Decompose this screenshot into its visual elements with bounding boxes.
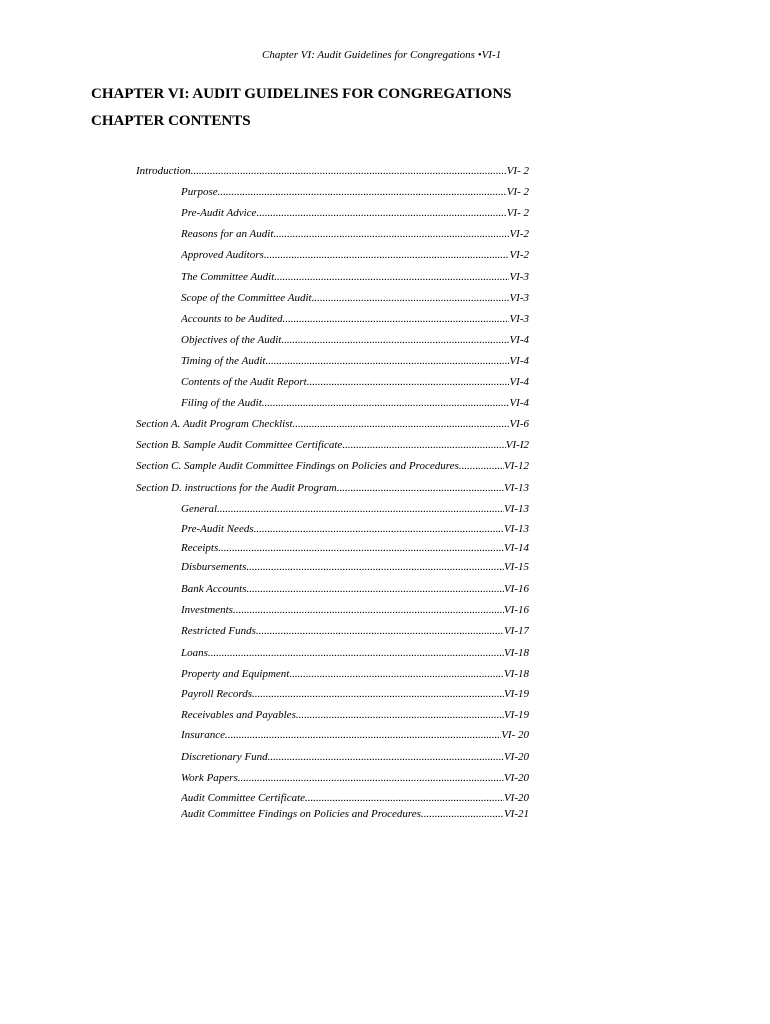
toc-entry-label: Reasons for an Audit (181, 228, 274, 240)
toc-dot-leader (337, 481, 504, 495)
toc-dot-leader (283, 312, 510, 326)
toc-entry (181, 667, 529, 681)
toc-entry-page: VI- 20 (501, 729, 529, 741)
toc-entry-label: Contents of the Audit Report (181, 376, 307, 388)
toc-entry-label: Property and Equipment (181, 668, 290, 680)
toc-entry-label: Objectives of the Audit (181, 334, 282, 346)
toc-dot-leader (296, 708, 504, 722)
toc-entry (136, 438, 529, 452)
toc-entry-label: Filing of the Audit (181, 397, 262, 409)
toc-entry-label: General (181, 503, 218, 515)
toc-dot-leader (312, 291, 510, 305)
toc-entry (181, 582, 529, 596)
toc-entry-page: VI-4 (509, 376, 529, 388)
toc-entry-page: VI-3 (509, 271, 529, 283)
toc-dot-leader (281, 333, 509, 347)
toc-entry-page: VI-4 (509, 334, 529, 346)
toc-entry-page: VI-21 (503, 808, 529, 820)
toc-dot-leader (289, 667, 504, 681)
toc-entry (136, 459, 529, 473)
toc-entry (181, 560, 529, 574)
toc-dot-leader (218, 541, 504, 555)
toc-entry-page: VI-15 (503, 561, 529, 573)
toc-entry-page: VI-13 (503, 482, 529, 494)
toc-dot-leader (342, 438, 505, 452)
toc-entry-page: VI-12 (503, 460, 529, 472)
toc-entry-label: Pre-Audit Advice (181, 207, 257, 219)
toc-entry (181, 791, 529, 805)
toc-dot-leader (208, 646, 504, 660)
toc-dot-leader (307, 375, 510, 389)
toc-entry (136, 417, 529, 431)
toc-dot-leader (256, 206, 506, 220)
toc-entry (181, 502, 529, 516)
toc-entry-page: VI-2 (509, 228, 529, 240)
toc-entry-page: VI-13 (503, 523, 529, 535)
toc-dot-leader (273, 227, 509, 241)
toc-dot-leader (225, 728, 501, 742)
toc-entry-page: VI- 2 (506, 165, 529, 177)
toc-dot-leader (256, 624, 504, 638)
toc-entry (181, 750, 529, 764)
toc-entry (181, 708, 529, 722)
toc-entry (181, 646, 529, 660)
toc-dot-leader (246, 560, 504, 574)
toc-entry-page: VI-4 (509, 397, 529, 409)
toc-entry-label: Pre-Audit Needs (181, 523, 254, 535)
toc-entry-page: VI-4 (509, 355, 529, 367)
toc-entry-page: VI- 2 (506, 186, 529, 198)
toc-entry-label: Work Papers (181, 772, 238, 784)
toc-entry (181, 603, 529, 617)
running-header: Chapter VI: Audit Guidelines for Congregations •VI-1 (262, 49, 502, 61)
toc-entry (181, 312, 529, 326)
toc-entry (181, 248, 529, 262)
toc-entry (181, 624, 529, 638)
toc-entry-page: VI-13 (503, 503, 529, 515)
toc-dot-leader (238, 771, 504, 785)
toc-dot-leader (293, 417, 510, 431)
toc-entry-label: Introduction (136, 165, 191, 177)
toc-dot-leader (305, 791, 504, 805)
toc-entry-label: Disbursements (181, 561, 247, 573)
toc-dot-leader (246, 582, 503, 596)
toc-dot-leader (274, 270, 509, 284)
toc-entry-label: Accounts to be Audited (181, 313, 283, 325)
toc-dot-leader (265, 354, 509, 368)
toc-dot-leader (191, 164, 507, 178)
toc-entry-label: Loans (181, 647, 208, 659)
chapter-title: CHAPTER VI: AUDIT GUIDELINES FOR CONGREGATIONS (91, 86, 512, 102)
toc-entry-label: Audit Committee Certificate (181, 792, 306, 804)
toc-dot-leader (421, 807, 504, 821)
toc-dot-leader (217, 502, 504, 516)
toc-entry-label: Investments (181, 604, 233, 616)
toc-entry-label: Section D. instructions for the Audit Program (136, 482, 337, 494)
toc-entry-page: VI-2 (509, 249, 529, 261)
toc-entry (181, 687, 529, 701)
toc-dot-leader (264, 248, 510, 262)
toc-entry (136, 481, 529, 495)
toc-entry-page: VI-19 (503, 709, 529, 721)
toc-entry-label: Audit Committee Findings on Policies and Procedures (181, 808, 421, 820)
contents-title: CHAPTER CONTENTS (91, 113, 251, 129)
toc-entry-label: Bank Accounts (181, 583, 247, 595)
toc-entry-page: VI- 2 (506, 207, 529, 219)
toc-entry-page: VI-16 (503, 604, 529, 616)
toc-dot-leader (268, 750, 504, 764)
toc-entry-page: VI-3 (509, 292, 529, 304)
toc-entry (181, 375, 529, 389)
toc-entry (181, 333, 529, 347)
toc-entry-label: The Committee Audit (181, 271, 275, 283)
toc-entry-page: VI-14 (503, 542, 529, 554)
toc-entry (136, 164, 529, 178)
toc-entry (181, 541, 529, 555)
toc-entry-label: Section C. Sample Audit Committee Findings on Policies and Procedures (136, 460, 459, 472)
toc-entry-page: VI-17 (503, 625, 529, 637)
toc-dot-leader (262, 396, 510, 410)
toc-entry-page: VI-3 (509, 313, 529, 325)
toc-entry-page: VI-20 (503, 792, 529, 804)
toc-entry-page: VI-18 (503, 647, 529, 659)
toc-entry-page: VI-20 (503, 751, 529, 763)
toc-entry (181, 771, 529, 785)
toc-entry (181, 291, 529, 305)
toc-entry (181, 728, 529, 742)
toc-entry (181, 807, 529, 821)
toc-entry-label: Section A. Audit Program Checklist (136, 418, 293, 430)
toc-entry-label: Purpose (181, 186, 218, 198)
toc-entry-label: Timing of the Audit (181, 355, 266, 367)
toc-entry-page: VI-16 (503, 583, 529, 595)
toc-dot-leader (459, 459, 504, 473)
toc-entry-label: Restricted Funds (181, 625, 256, 637)
toc-entry-label: Insurance (181, 729, 225, 741)
toc-entry (181, 185, 529, 199)
toc-entry (181, 522, 529, 536)
toc-entry-page: VI-19 (503, 688, 529, 700)
toc-entry-label: Receivables and Payables (181, 709, 296, 721)
toc-entry (181, 396, 529, 410)
toc-entry-label: Scope of the Committee Audit (181, 292, 312, 304)
toc-dot-leader (254, 522, 504, 536)
toc-entry (181, 227, 529, 241)
toc-dot-leader (233, 603, 504, 617)
toc-entry-label: Approved Auditors (181, 249, 264, 261)
toc-entry-page: VI-I2 (505, 439, 529, 451)
toc-entry-page: VI-20 (503, 772, 529, 784)
toc-dot-leader (218, 185, 507, 199)
toc-entry-label: Payroll Records (181, 688, 252, 700)
toc-entry (181, 206, 529, 220)
toc-entry (181, 354, 529, 368)
toc-entry-label: Section B. Sample Audit Committee Certificate (136, 439, 343, 451)
toc-entry-page: VI-6 (509, 418, 529, 430)
toc-entry (181, 270, 529, 284)
toc-dot-leader (252, 687, 504, 701)
toc-entry-page: VI-18 (503, 668, 529, 680)
toc-entry-label: Receipts (181, 542, 219, 554)
toc-entry-label: Discretionary Fund (181, 751, 268, 763)
